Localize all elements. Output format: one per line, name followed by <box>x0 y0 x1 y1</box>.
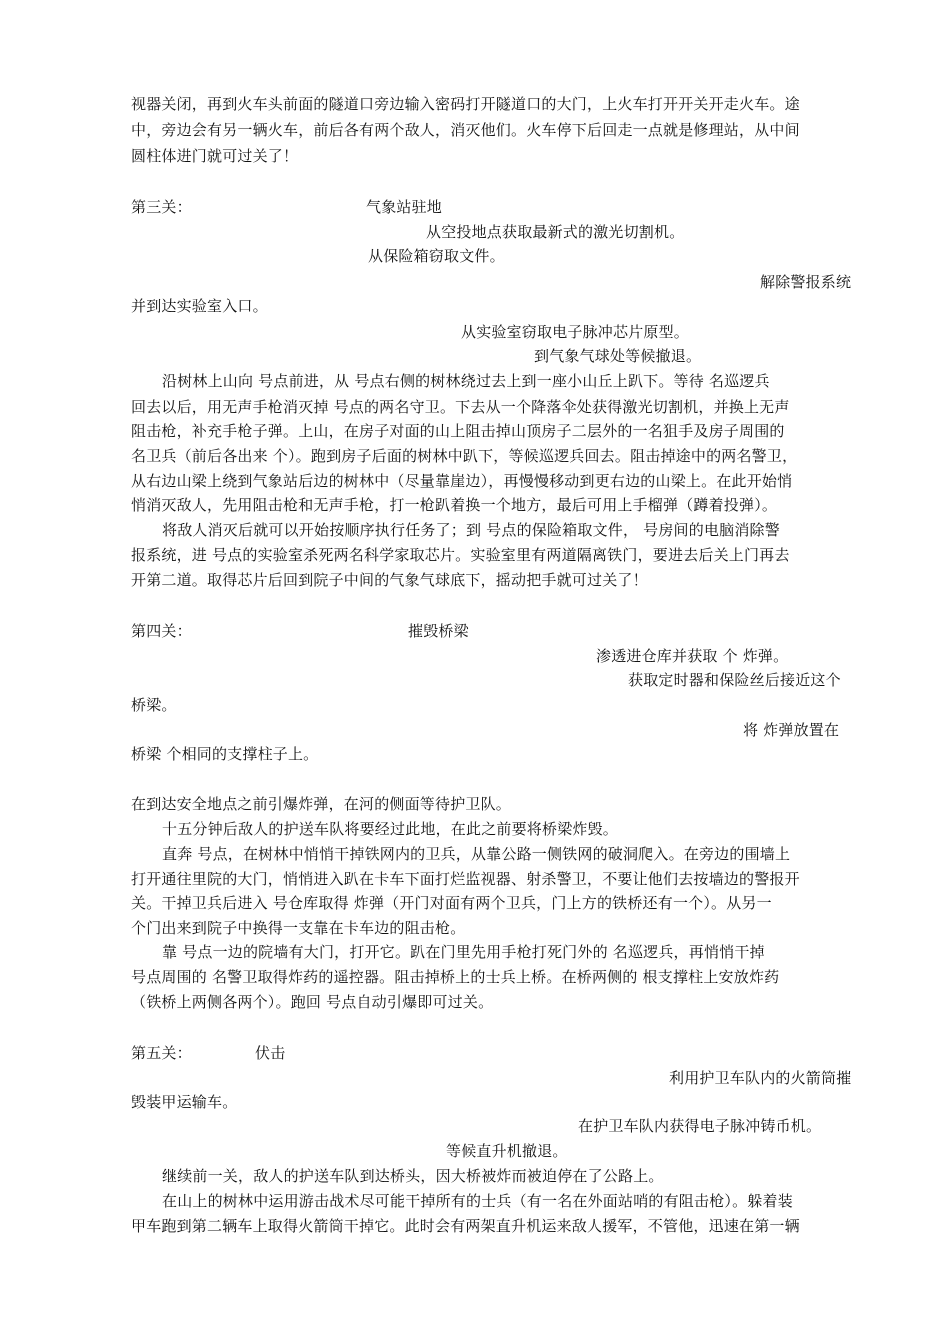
objective-line: 在护卫车队内获得电子脉冲铸币机。 <box>578 1117 822 1135</box>
text-line: 靠 号点一边的院墙有大门，打开它。趴在门里先用手枪打死门外的 名巡逻兵，再悄悄干掉 <box>162 943 765 961</box>
text-line: 直奔 号点，在树林中悄悄干掉铁网内的卫兵，从靠公路一侧铁网的破洞爬入。在旁边的围墙上 <box>162 845 791 863</box>
text-line: 视器关闭，再到火车头前面的隧道口旁边输入密码打开隧道口的大门，上火车打开开关开走火车。途 <box>131 95 800 113</box>
objective-line: 等候直升机撤退。 <box>446 1142 568 1160</box>
text-line: 沿树林上山向 号点前进，从 号点右侧的树林绕过去上到一座小山丘上趴下。等待 名巡逻兵 <box>162 372 770 390</box>
text-line: 个门出来到院子中换得一支靠在卡车边的阻击枪。 <box>131 919 466 937</box>
text-line: 在山上的树林中运用游击战术尽可能干掉所有的士兵（有一名在外面站哨的有阻击枪）。躲着装 <box>162 1192 793 1210</box>
section-heading: 第五关： <box>131 1044 192 1062</box>
objective-line: 在到达安全地点之前引爆炸弹，在河的侧面等待护卫队。 <box>131 795 512 813</box>
text-line: 名卫兵（前后各出来 个）。跑到房子后面的树林中趴下，等候巡逻兵回去。阻击掉途中的两名警卫， <box>131 447 798 465</box>
section-heading: 第四关： <box>131 622 192 640</box>
text-line: 打开通往里院的大门，悄悄进入趴在卡车下面打烂监视器、射杀警卫，不要让他们去按墙边的警报开 <box>131 870 800 888</box>
objective-line: 桥梁。 <box>131 696 177 714</box>
section-heading: 第三关： <box>131 198 192 216</box>
text-line: 号点周围的 名警卫取得炸药的遥控器。阻击掉桥上的士兵上桥。在桥两侧的 根支撑柱上安放炸药 <box>131 968 780 986</box>
text-line: 阻击枪，补充手枪子弹。上山，在房子对面的山上阻击掉山顶房子二层外的一名狙手及房子周围的 <box>131 422 785 440</box>
text-line: 圆柱体进门就可过关了！ <box>131 147 299 165</box>
text-line: 开第二道。取得芯片后回到院子中间的气象气球底下，摇动把手就可过关了！ <box>131 571 648 589</box>
objective-line: 解除警报系统 <box>760 273 852 291</box>
section-title: 伏击 <box>255 1044 286 1062</box>
objective-line: 毁装甲运输车。 <box>131 1093 238 1111</box>
objective-line: 将 炸弹放置在 <box>743 721 840 739</box>
objective-line: 渗透进仓库并获取 个 炸弹。 <box>596 647 789 665</box>
objective-line: 并到达实验室入口。 <box>131 297 268 315</box>
text-line: 报系统，进 号点的实验室杀死两名科学家取芯片。实验室里有两道隔离铁门，要进去后关上门再去 <box>131 546 790 564</box>
objective-line: 获取定时器和保险丝后接近这个 <box>628 671 841 689</box>
text-line: 回去以后，用无声手枪消灭掉 号点的两名守卫。下去从一个降落伞处获得激光切割机，并换上无声 <box>131 398 790 416</box>
text-line: 继续前一关，敌人的护送车队到达桥头，因大桥被炸而被迫停在了公路上。 <box>162 1167 664 1185</box>
objective-line: 从空投地点获取最新式的激光切割机。 <box>426 223 685 241</box>
text-line: （铁桥上两侧各两个）。跑回 号点自动引爆即可过关。 <box>131 993 494 1011</box>
objective-line: 桥梁 个相同的支撑柱子上。 <box>131 745 319 763</box>
objective-line: 到气象气球处等候撤退。 <box>534 347 702 365</box>
text-line: 悄消灭敌人，先用阻击枪和无声手枪，打一枪趴着换一个地方，最后可用上手榴弹（蹲着投弹）。 <box>131 496 778 514</box>
text-line: 将敌人消灭后就可以开始按顺序执行任务了；到 号点的保险箱取文件， 号房间的电脑消除警 <box>162 521 780 539</box>
text-line: 从右边山梁上绕到气象站后边的树林中（尽量靠崖边），再慢慢移动到更右边的山梁上。在此开始悄 <box>131 472 793 490</box>
text-line: 甲车跑到第二辆车上取得火箭筒干掉它。此时会有两架直升机运来敌人援军，不管他，迅速在第一辆 <box>131 1217 800 1235</box>
text-line: 十五分钟后敌人的护送车队将要经过此地，在此之前要将桥梁炸毁。 <box>162 820 619 838</box>
section-title: 摧毁桥梁 <box>408 622 469 640</box>
objective-line: 利用护卫车队内的火箭筒摧 <box>669 1069 852 1087</box>
objective-line: 从保险箱窃取文件。 <box>368 247 505 265</box>
section-title: 气象站驻地 <box>366 198 443 216</box>
objective-line: 从实验室窃取电子脉冲芯片原型。 <box>461 323 690 341</box>
text-line: 关。干掉卫兵后进入 号仓库取得 炸弹（开门对面有两个卫兵，门上方的铁桥还有一个）。从另一 <box>131 894 772 912</box>
text-line: 中，旁边会有另一辆火车，前后各有两个敌人，消灭他们。火车停下后回走一点就是修理站，从中间 <box>131 121 800 139</box>
